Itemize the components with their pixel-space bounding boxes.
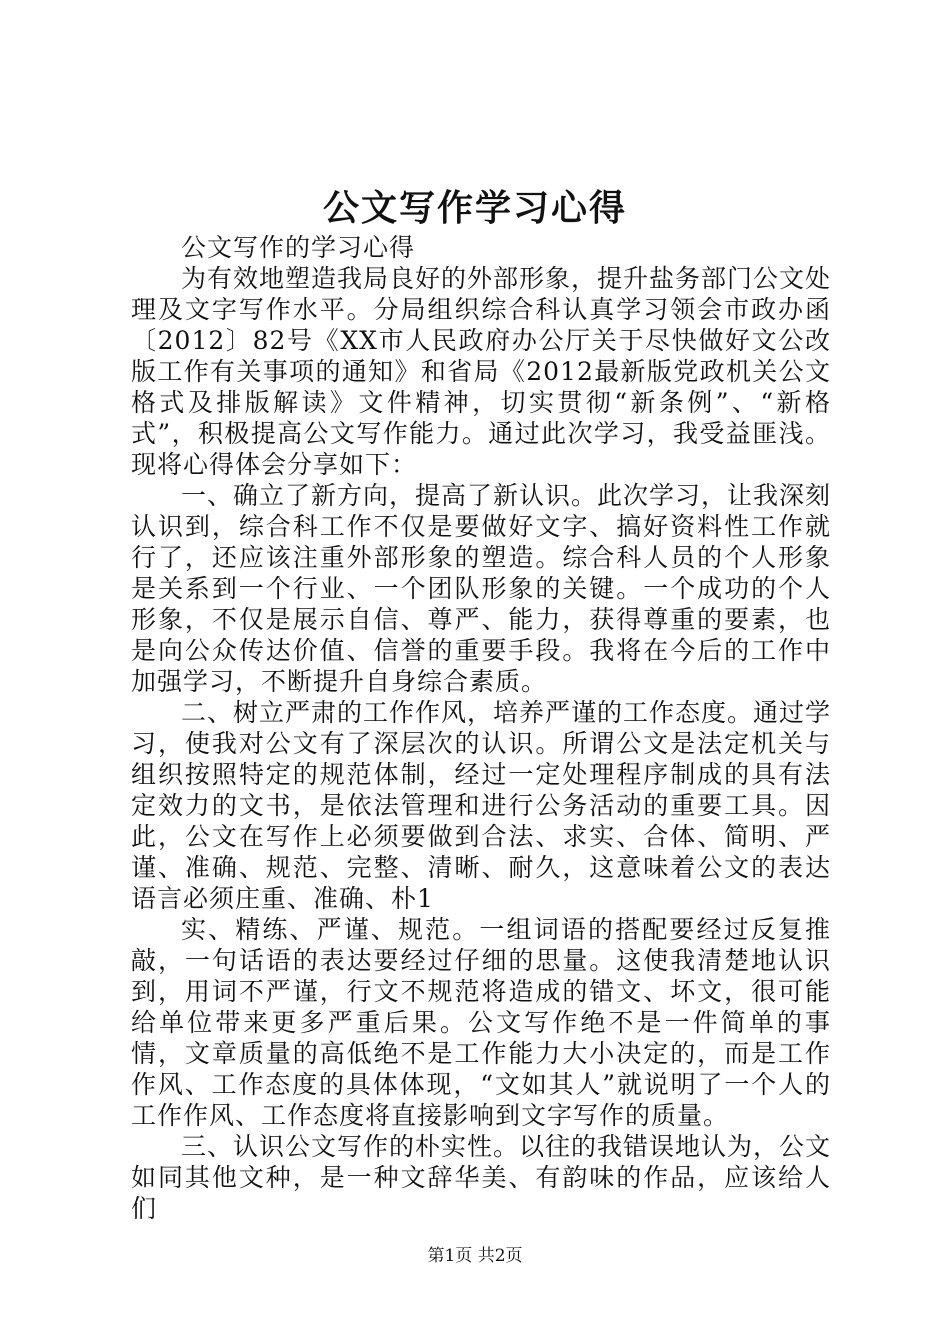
body-paragraph: 二、树立严肃的工作作风，培养严谨的工作态度。通过学习，使我对公文有了深层次的认识。所谓公文是法定机关与组织按照特定的规范体制，经过一定处理程序制成的具有法定效力的文书，是依法管理和进行公务活动的重要工具。因此，公文在写作上必须要做到合法、求实、合体、简明、严谨、准确、规范、完整、清晰、耐久，这意味着公文的表达语言必须庄重、准确、朴1 (131, 698, 832, 913)
body-paragraph: 一、确立了新方向，提高了新认识。此次学习，让我深刻认识到，综合科工作不仅是要做好文字、搞好资料性工作就行了，还应该注重外部形象的塑造。综合科人员的个人形象是关系到一个行业、一个团队形象的关键。一个成功的个人形象，不仅是展示自信、尊严、能力，获得尊重的要素，也是向公众传达价值、信誉的重要手段。我将在今后的工作中加强学习，不断提升自身综合素质。 (131, 481, 832, 696)
document-title: 公文写作学习心得 (322, 187, 627, 229)
body-paragraph: 为有效地塑造我局良好的外部形象，提升盐务部门公文处理及文字写作水平。分局组织综合科认真学习领会市政办函〔2012〕82号《XX市人民政府办公厅关于尽快做好文公改版工作有关事项的通知》和省局《2012最新版党政机关公文格式及排版解读》文件精神，切实贯彻“新条例”、“新格式”，积极提高公文写作能力。通过此次学习，我受益匪浅。现将心得体会分享如下： (131, 264, 832, 479)
document-body (131, 232, 831, 1224)
body-paragraph: 公文写作的学习心得 (181, 233, 416, 262)
body-paragraph: 实、精练、严谨、规范。一组词语的搭配要经过反复推敲，一句话语的表达要经过仔细的思量。这使我清楚地认识到，用词不严谨，行文不规范将造成的错文、坏文，很可能给单位带来更多严重后果。公文写作绝不是一件简单的事情，文章质量的高低绝不是工作能力大小决定的，而是工作作风、工作态度的具体体现，“文如其人”就说明了一个人的工作作风、工作态度将直接影响到文字写作的质量。 (131, 915, 831, 1130)
page-footer: 第1页 共2页 (427, 1246, 523, 1266)
body-paragraph: 三、认识公文写作的朴实性。以往的我错误地认为，公文如同其他文种，是一种文辞华美、有韵味的作品，应该给人们 (131, 1132, 832, 1223)
